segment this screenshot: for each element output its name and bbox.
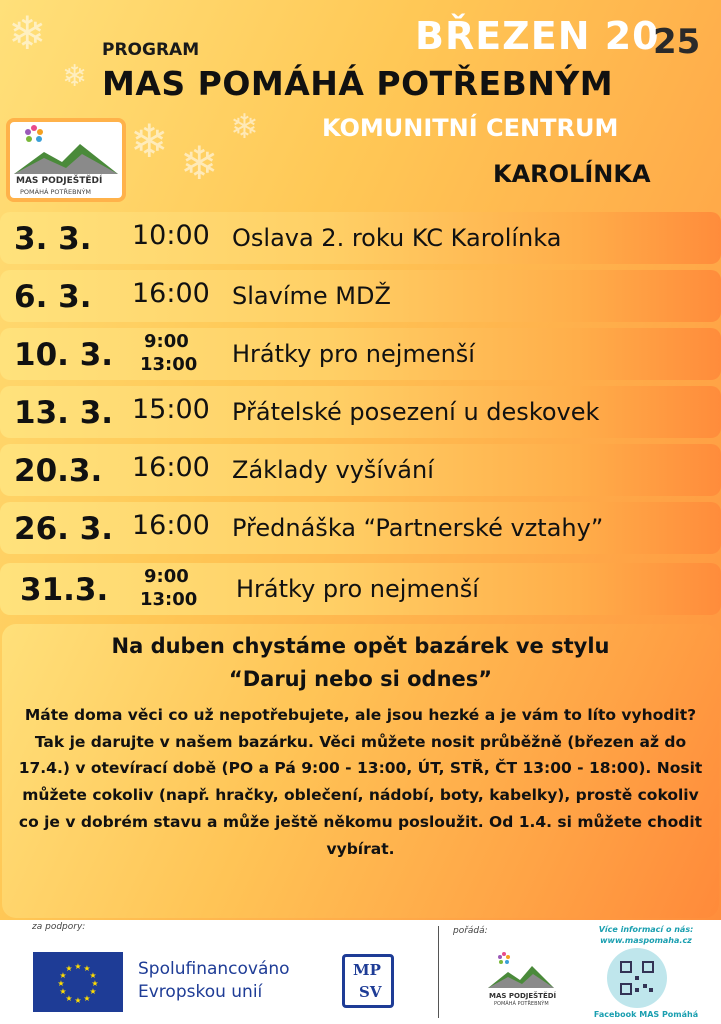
- snowflake-icon: ❄: [180, 136, 219, 190]
- eu-flag-icon: [33, 952, 123, 1012]
- event-time: [140, 565, 197, 611]
- event-date: 6. 3.: [14, 279, 92, 315]
- organizer-label: pořádá:: [453, 926, 488, 936]
- info-subheading: “Daruj nebo si odnes”: [228, 667, 493, 691]
- event-title: Slavíme MDŽ: [232, 282, 391, 310]
- snowflake-icon: ❄: [8, 6, 47, 60]
- event-time-second: 13:00: [140, 354, 198, 375]
- logo-text: MAS PODJEŠTĚDÍ: [16, 176, 103, 186]
- page-subtitle: KOMUNITNÍ CENTRUM: [322, 114, 619, 142]
- mpsv-bottom: SV: [359, 983, 382, 1001]
- event-date: 20.3.: [14, 453, 103, 489]
- svg-text:★: ★: [65, 994, 73, 1003]
- mountain-logo-icon: [486, 950, 556, 990]
- mas-logo: [6, 118, 126, 202]
- schedule-row: [0, 502, 721, 554]
- bazaar-info-box: [2, 624, 719, 918]
- event-date: 26. 3.: [14, 511, 114, 547]
- divider: [438, 926, 439, 1018]
- schedule-row: [0, 328, 721, 380]
- event-title: Přednáška “Partnerské vztahy”: [232, 514, 604, 542]
- svg-text:★: ★: [89, 987, 97, 996]
- month-title: BŘEZEN 20: [415, 14, 660, 58]
- snowflake-icon: ❄: [62, 59, 88, 94]
- more-info: [576, 924, 716, 946]
- event-title: Hrátky pro nejmenší: [236, 575, 479, 603]
- eu-cofinancing-text: [138, 958, 290, 1004]
- event-time: [140, 330, 197, 376]
- schedule-row: [0, 212, 721, 264]
- mountain-logo-icon: [10, 122, 122, 178]
- svg-text:★: ★: [59, 971, 67, 980]
- eu-text-line1: Spolufinancováno: [138, 959, 290, 979]
- event-time: 10:00: [132, 220, 210, 251]
- more-info-label: Více informací o nás:: [598, 925, 694, 934]
- qr-pattern-icon: [607, 948, 667, 1008]
- organizer-logo-text: MAS PODJEŠTĚDÍ: [489, 992, 557, 1000]
- mpsv-top: MP: [353, 961, 381, 979]
- event-time: 16:00: [132, 452, 210, 483]
- qr-code-icon: [607, 948, 667, 1008]
- event-time: 15:00: [132, 394, 210, 425]
- svg-text:★: ★: [89, 971, 97, 980]
- schedule-row: [0, 386, 721, 438]
- year-suffix: 25: [653, 22, 701, 62]
- website-link[interactable]: www.maspomaha.cz: [600, 936, 692, 945]
- organizer-logo-subtext: POMÁHÁ POTŘEBNÝM: [494, 1001, 549, 1007]
- eu-text-line2: Evropskou unií: [138, 982, 263, 1002]
- program-label: PROGRAM: [102, 40, 200, 60]
- schedule-row: [0, 444, 721, 496]
- event-time: 16:00: [132, 510, 210, 541]
- event-date: 10. 3.: [14, 337, 114, 373]
- svg-text:★: ★: [65, 964, 73, 973]
- event-time: 16:00: [132, 278, 210, 309]
- svg-text:★: ★: [57, 979, 65, 988]
- svg-text:★: ★: [59, 987, 67, 996]
- event-time-second: 13:00: [140, 589, 198, 610]
- svg-text:★: ★: [91, 979, 99, 988]
- svg-text:★: ★: [74, 996, 82, 1005]
- support-label: za podpory:: [32, 922, 86, 932]
- svg-text:★: ★: [83, 964, 91, 973]
- event-title: Oslava 2. roku KC Karolínka: [232, 224, 562, 252]
- logo-subtext: POMÁHÁ POTŘEBNÝM: [20, 188, 92, 196]
- event-date: 13. 3.: [14, 395, 114, 431]
- facebook-link[interactable]: Facebook MAS Pomáhá: [593, 1010, 699, 1019]
- event-date: 3. 3.: [14, 221, 92, 257]
- svg-text:★: ★: [83, 994, 91, 1003]
- info-heading: Na duben chystáme opět bazárek ve stylu: [111, 634, 610, 658]
- snowflake-icon: ❄: [230, 107, 259, 147]
- event-title: Přátelské posezení u deskovek: [232, 398, 600, 426]
- page-title: MAS POMÁHÁ POTŘEBNÝM: [102, 64, 614, 103]
- event-time-start: 9:00: [144, 566, 189, 587]
- info-body: Máte doma věci co už nepotřebujete, ale jsou hezké a je vám to líto vyhodit? Tak je darujte v našem bazárku. Věci můžete nosit průběžně (březen až do 17.4.) v otevírací době (PO a Pá 9:00 - 13:00, ÚT, STŘ, ČT 13:00 - 18:00). Nosit můžete cokoliv (např. hračky, oblečení, nádobí, boty, kabelky), prostě cokoliv co je v dobrém stavu a může ještě někomu posloužit. Od 1.4. si můžete chodit vybírat.: [18, 706, 703, 858]
- event-date: 31.3.: [20, 572, 109, 608]
- event-title: Základy vyšívání: [232, 456, 434, 484]
- footer: [0, 920, 721, 1024]
- schedule-row: [0, 563, 721, 615]
- snowflake-icon: ❄: [130, 114, 169, 168]
- place-name: KAROLÍNKA: [493, 160, 651, 188]
- svg-text:★: ★: [74, 962, 82, 971]
- eu-stars-icon: [33, 952, 123, 1012]
- mpsv-logo: [342, 954, 394, 1008]
- event-title: Hrátky pro nejmenší: [232, 340, 475, 368]
- event-time-start: 9:00: [144, 331, 189, 352]
- schedule-row: [0, 270, 721, 322]
